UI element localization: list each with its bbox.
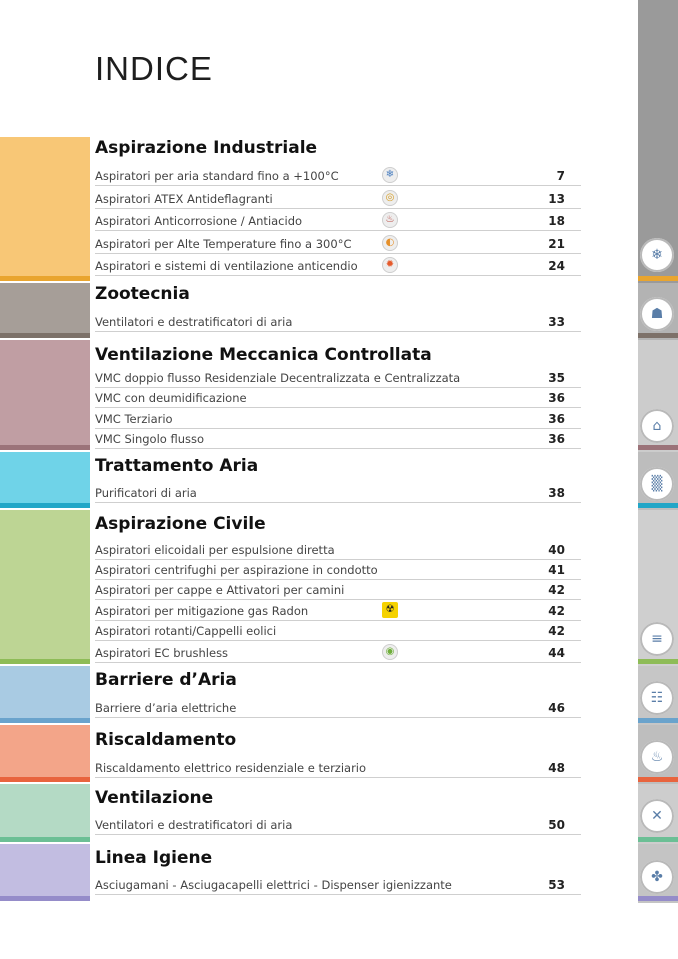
index-row[interactable] — [95, 813, 581, 835]
index-row[interactable] — [95, 427, 581, 449]
section-band-underline — [0, 445, 90, 450]
section-color-band — [0, 452, 90, 505]
index-row-page-number: 41 — [548, 563, 565, 577]
section-color-band — [0, 510, 90, 661]
index-row[interactable] — [95, 187, 581, 209]
index-row-label: VMC con deumidificazione — [95, 391, 247, 405]
index-row[interactable] — [95, 558, 581, 580]
section-heading: Riscaldamento — [95, 730, 237, 750]
section-heading: Aspirazione Industriale — [95, 138, 318, 158]
index-row[interactable] — [95, 407, 581, 429]
index-row-page-number: 36 — [548, 412, 565, 426]
index-row-page-number: 50 — [548, 818, 565, 832]
section-band-underline — [0, 777, 90, 782]
atex-icon: ◎ — [382, 190, 398, 206]
section-heading: Ventilazione Meccanica Controllata — [95, 345, 432, 365]
sidebar-color-strip — [638, 718, 678, 723]
index-row-page-number: 24 — [548, 259, 565, 273]
index-row-label: Aspiratori ATEX Antideflagranti — [95, 192, 273, 206]
section-color-band — [0, 666, 90, 720]
section-band-underline — [0, 659, 90, 664]
section-heading: Aspirazione Civile — [95, 514, 266, 534]
index-row[interactable] — [95, 232, 581, 254]
index-row[interactable] — [95, 578, 581, 600]
index-row-label: Aspiratori e sistemi di ventilazione anticendio — [95, 259, 358, 273]
sidebar-color-strip — [638, 659, 678, 664]
index-row-label: VMC Singolo flusso — [95, 432, 205, 446]
index-row-page-number: 42 — [548, 604, 565, 618]
section-color-band — [0, 137, 90, 278]
air-curtain-icon[interactable]: ☷ — [640, 681, 674, 715]
ec-brushless-icon: ◉ — [382, 644, 398, 660]
index-row-label: Aspiratori rotanti/Cappelli eolici — [95, 624, 277, 638]
index-row-page-number: 21 — [548, 237, 565, 251]
index-row-page-number: 13 — [548, 192, 565, 206]
acid-icon: ♨ — [382, 212, 398, 228]
section-heading: Barriere d’Aria — [95, 670, 237, 690]
index-row-page-number: 42 — [548, 624, 565, 638]
snowflake-icon: ❄ — [382, 167, 398, 183]
index-row-page-number: 33 — [548, 315, 565, 329]
index-row[interactable] — [95, 619, 581, 641]
section-color-band — [0, 725, 90, 779]
section-heading: Linea Igiene — [95, 848, 213, 868]
index-row-label: VMC doppio flusso Residenziale Decentralizzata e Centralizzata — [95, 371, 461, 385]
section-heading: Trattamento Aria — [95, 456, 259, 476]
index-row-label: Barriere d’aria elettriche — [95, 701, 237, 715]
index-row-label: Aspiratori per mitigazione gas Radon — [95, 604, 309, 618]
index-row-label: Riscaldamento elettrico residenziale e terziario — [95, 761, 367, 775]
sidebar-color-strip — [638, 837, 678, 842]
index-row-label: Aspiratori centrifughi per aspirazione in condotto — [95, 563, 378, 577]
index-row[interactable] — [95, 310, 581, 332]
section-color-band — [0, 283, 90, 335]
index-row-page-number: 7 — [556, 169, 565, 183]
index-row-label: Aspiratori Anticorrosione / Antiacido — [95, 214, 303, 228]
section-band-underline — [0, 276, 90, 281]
index-row-page-number: 48 — [548, 761, 565, 775]
index-row-page-number: 38 — [548, 486, 565, 500]
index-row-page-number: 35 — [548, 371, 565, 385]
index-row-page-number: 36 — [548, 391, 565, 405]
index-row[interactable] — [95, 696, 581, 718]
air-filter-icon[interactable]: ▒ — [640, 467, 674, 501]
sidebar-color-strip — [638, 896, 678, 901]
index-row-label: Aspiratori EC brushless — [95, 646, 229, 660]
index-row-page-number: 44 — [548, 646, 565, 660]
index-row-page-number: 18 — [548, 214, 565, 228]
index-row-label: Ventilatori e destratificatori di aria — [95, 818, 293, 832]
index-row[interactable] — [95, 873, 581, 895]
sidebar-color-strip — [638, 503, 678, 508]
index-row-page-number: 40 — [548, 543, 565, 557]
index-row-label: VMC Terziario — [95, 412, 173, 426]
index-row-label: Aspiratori elicoidali per espulsione diretta — [95, 543, 335, 557]
sidebar-color-strip — [638, 333, 678, 338]
index-row[interactable] — [95, 599, 581, 621]
index-row[interactable] — [95, 366, 581, 388]
thermometer-icon: ◐ — [382, 235, 398, 251]
ventilation-fan-icon[interactable]: ✕ — [640, 799, 674, 833]
radon-icon: ☢ — [382, 602, 398, 618]
index-row[interactable] — [95, 481, 581, 503]
index-row-page-number: 46 — [548, 701, 565, 715]
section-band-underline — [0, 718, 90, 723]
index-row-label: Aspiratori per aria standard fino a +100°C — [95, 169, 339, 183]
section-band-underline — [0, 896, 90, 901]
vmc-house-icon[interactable]: ⌂ — [640, 409, 674, 443]
livestock-icon[interactable]: ☗ — [640, 297, 674, 331]
index-row-label: Purificatori di aria — [95, 486, 197, 500]
index-row[interactable] — [95, 164, 581, 186]
section-color-band — [0, 844, 90, 898]
index-row-label: Ventilatori e destratificatori di aria — [95, 315, 293, 329]
section-color-band — [0, 784, 90, 839]
index-row[interactable] — [95, 641, 581, 663]
index-row-label: Aspiratori per Alte Temperature fino a 300°C — [95, 237, 352, 251]
index-row[interactable] — [95, 386, 581, 408]
page-title: INDICE — [95, 50, 213, 87]
sidebar-color-strip — [638, 276, 678, 281]
section-color-band — [0, 340, 90, 447]
index-row-label: Aspiratori per cappe e Attivatori per camini — [95, 583, 345, 597]
index-row-page-number: 42 — [548, 583, 565, 597]
index-row-page-number: 36 — [548, 432, 565, 446]
sidebar-color-strip — [638, 777, 678, 782]
heating-icon[interactable]: ♨ — [640, 740, 674, 774]
section-band-underline — [0, 503, 90, 508]
index-row-label: Asciugamani - Asciugacapelli elettrici - Dispenser igienizzante — [95, 878, 452, 892]
flame-icon: ✹ — [382, 257, 398, 273]
index-row[interactable] — [95, 756, 581, 778]
index-row[interactable] — [95, 538, 581, 560]
section-band-underline — [0, 837, 90, 842]
section-band-underline — [0, 333, 90, 338]
index-row[interactable] — [95, 209, 581, 231]
hand-dryer-icon[interactable]: ✤ — [640, 860, 674, 894]
industrial-fan-icon[interactable]: ❄ — [640, 238, 674, 272]
index-row-page-number: 53 — [548, 878, 565, 892]
index-row[interactable] — [95, 254, 581, 276]
sidebar-color-strip — [638, 445, 678, 450]
section-heading: Zootecnia — [95, 284, 190, 304]
civil-fan-icon[interactable]: ≡ — [640, 622, 674, 656]
section-heading: Ventilazione — [95, 788, 214, 808]
